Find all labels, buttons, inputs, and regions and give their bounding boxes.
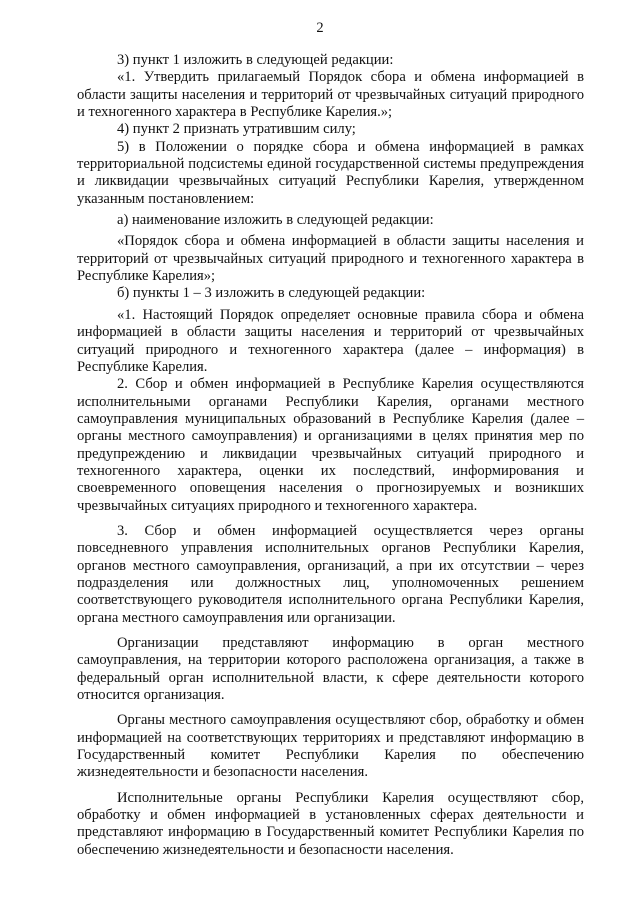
paragraph-subitem-a: а) наименование изложить в следующей редакции: — [117, 212, 434, 229]
paragraph-quote-1: «1. Утвердить прилагаемый Порядок сбора и обмена информацией в области защиты населения и территорий от чрезвычайных ситуаций природного и техногенного характера в Республике Карелия.»; — [77, 69, 584, 121]
paragraph-item-5: 5) в Положении о порядке сбора и обмена информацией в рамках территориальной подсистемы единой государственной системы предупреждения и ликвидации чрезвычайных ситуаций Республики Карелия, утвержденном указанным постановлением: — [77, 138, 584, 207]
paragraph-organizations: Организации представляют информацию в орган местного самоуправления, на территории которого расположена организация, а также в федеральный орган исполнительной власти, к сфере деятельности которого относится организация. — [77, 635, 584, 704]
page-number: 2 — [316, 20, 324, 36]
paragraph-clause-2: 2. Сбор и обмен информацией в Республике Карелия осуществляются исполнительными органами Республики Карелия, органами местного самоуправления муниципальных образований в Республике Карелия (далее – органы местного самоуправления) и организациями в целях принятия мер по предупреждению и ликвидации чрезвычайных ситуаций природного и техногенного характера, оценки их последствий, информирования и своевременного оповещения населения о прогнозируемых и возникших чрезвычайных ситуациях природного и техногенного характера. — [77, 376, 584, 514]
paragraph-subitem-b: б) пункты 1 – 3 изложить в следующей редакции: — [117, 285, 426, 302]
document-body — [77, 52, 584, 859]
paragraph-local-authorities: Органы местного самоуправления осуществляют сбор, обработку и обмен информацией на соответствующих территориях и представляют информацию в Государственный комитет Республики Карелия по обеспечению жизнедеятельности и безопасности населения. — [77, 712, 584, 781]
paragraph-clause-3: 3. Сбор и обмен информацией осуществляется через органы повседневного управления исполнительных органов Республики Карелия, органов местного самоуправления, организаций, а при их отсутствии – через подразделения или должностных лиц, уполномоченных решением соответствующего руководителя исполнительного органа Республики Карелия, органа местного самоуправления или организации. — [77, 522, 584, 626]
paragraph-executive-bodies: Исполнительные органы Республики Карелия осуществляют сбор, обработку и обмен информацией в установленных сферах деятельности и представляют информацию в Государственный комитет Республики Карелия по обеспечению жизнедеятельности и безопасности населения. — [77, 789, 584, 858]
paragraph-clause-1: «1. Настоящий Порядок определяет основные правила сбора и обмена информацией в области защиты населения и территорий от чрезвычайных ситуаций природного и техногенного характера (далее – информация) в Республике Карелия. — [77, 306, 584, 375]
paragraph-item-4: 4) пункт 2 признать утратившим силу; — [117, 121, 356, 138]
paragraph-new-title: «Порядок сбора и обмена информацией в области защиты населения и территорий от чрезвычайных ситуаций природного и техногенного характера в Республике Карелия»; — [77, 233, 584, 285]
paragraph-item-3: 3) пункт 1 изложить в следующей редакции: — [117, 52, 394, 68]
